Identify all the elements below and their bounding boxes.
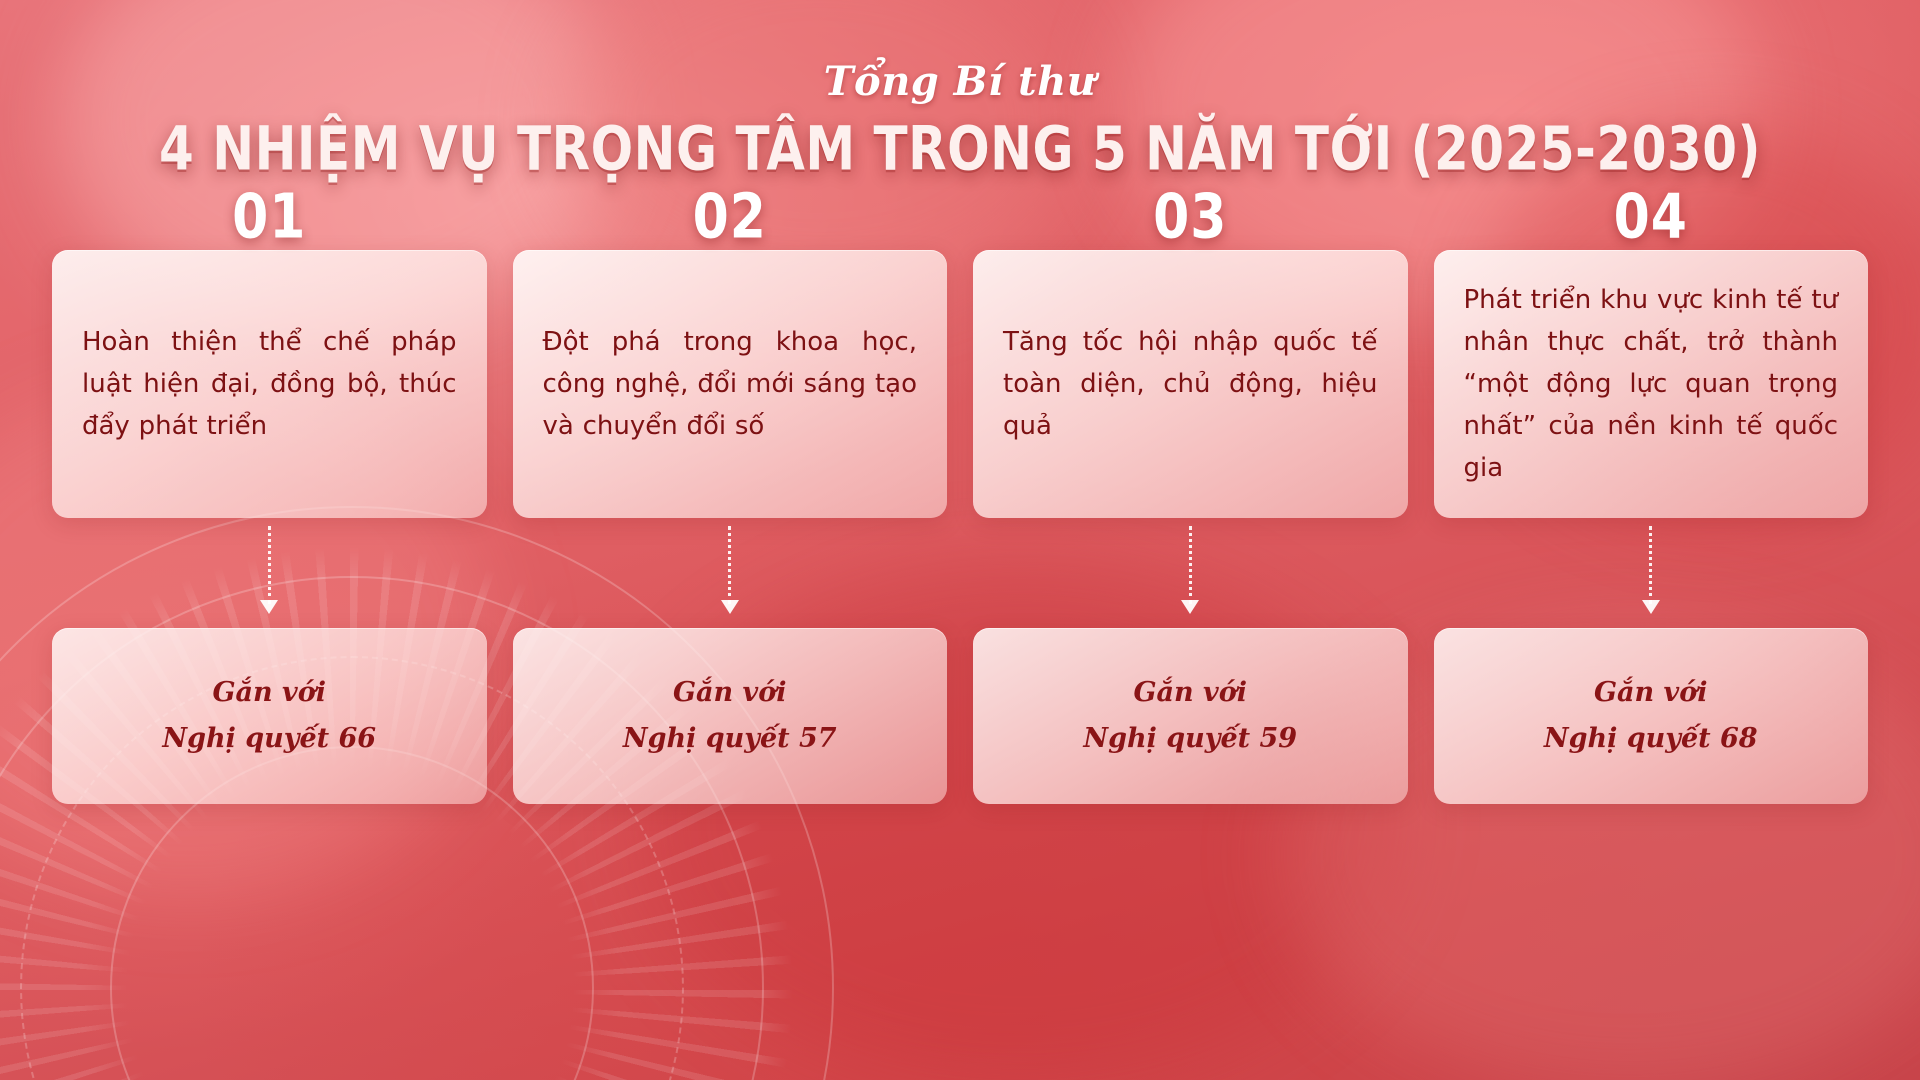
task-number: 04 bbox=[1613, 182, 1688, 253]
connector-line bbox=[268, 526, 271, 604]
task-text: Hoàn thiện thể chế pháp luật hiện đại, đồng bộ, thúc đẩy phát triển bbox=[82, 326, 457, 442]
resolution-card bbox=[973, 628, 1408, 804]
resolution-lead: Gắn với bbox=[1133, 676, 1248, 708]
resolution-card bbox=[52, 628, 487, 804]
connector-line bbox=[1649, 526, 1652, 604]
task-columns bbox=[52, 182, 1868, 804]
connector-arrow-icon bbox=[1434, 518, 1869, 628]
arrow-head-icon bbox=[721, 600, 739, 614]
connector-arrow-icon bbox=[52, 518, 487, 628]
task-column-03 bbox=[973, 182, 1408, 804]
task-text: Phát triển khu vực kinh tế tư nhân thực chất, trở thành “một động lực quan trọng nhất” của nền kinh tế quốc gia bbox=[1463, 284, 1838, 484]
resolution-lead: Gắn với bbox=[672, 676, 787, 708]
poster-header bbox=[0, 58, 1920, 185]
eyebrow-text: Tổng Bí thư bbox=[823, 58, 1097, 105]
task-text: Tăng tốc hội nhập quốc tế toàn diện, chủ động, hiệu quả bbox=[1003, 326, 1378, 442]
arrow-head-icon bbox=[1642, 600, 1660, 614]
connector-arrow-icon bbox=[513, 518, 948, 628]
connector-line bbox=[1189, 526, 1192, 604]
task-card bbox=[973, 250, 1408, 518]
task-number: 03 bbox=[1153, 182, 1228, 253]
task-column-02 bbox=[513, 182, 948, 804]
resolution-name: Nghị quyết 66 bbox=[162, 723, 377, 754]
task-number: 01 bbox=[232, 182, 307, 253]
task-card bbox=[1434, 250, 1869, 518]
task-card bbox=[52, 250, 487, 518]
task-number: 02 bbox=[692, 182, 767, 253]
task-column-04 bbox=[1434, 182, 1869, 804]
connector-line bbox=[728, 526, 731, 604]
resolution-name: Nghị quyết 68 bbox=[1543, 723, 1758, 754]
resolution-name: Nghị quyết 57 bbox=[622, 723, 837, 754]
resolution-card bbox=[1434, 628, 1869, 804]
page-title: 4 NHIỆM VỤ TRỌNG TÂM TRONG 5 NĂM TỚI (2025-2030) bbox=[159, 113, 1761, 185]
arrow-head-icon bbox=[260, 600, 278, 614]
connector-arrow-icon bbox=[973, 518, 1408, 628]
task-card bbox=[513, 250, 948, 518]
resolution-lead: Gắn với bbox=[212, 676, 327, 708]
resolution-card bbox=[513, 628, 948, 804]
arrow-head-icon bbox=[1181, 600, 1199, 614]
task-column-01 bbox=[52, 182, 487, 804]
task-text: Đột phá trong khoa học, công nghệ, đổi mới sáng tạo và chuyển đổi số bbox=[542, 326, 917, 442]
resolution-lead: Gắn với bbox=[1593, 676, 1708, 708]
resolution-name: Nghị quyết 59 bbox=[1083, 723, 1298, 754]
